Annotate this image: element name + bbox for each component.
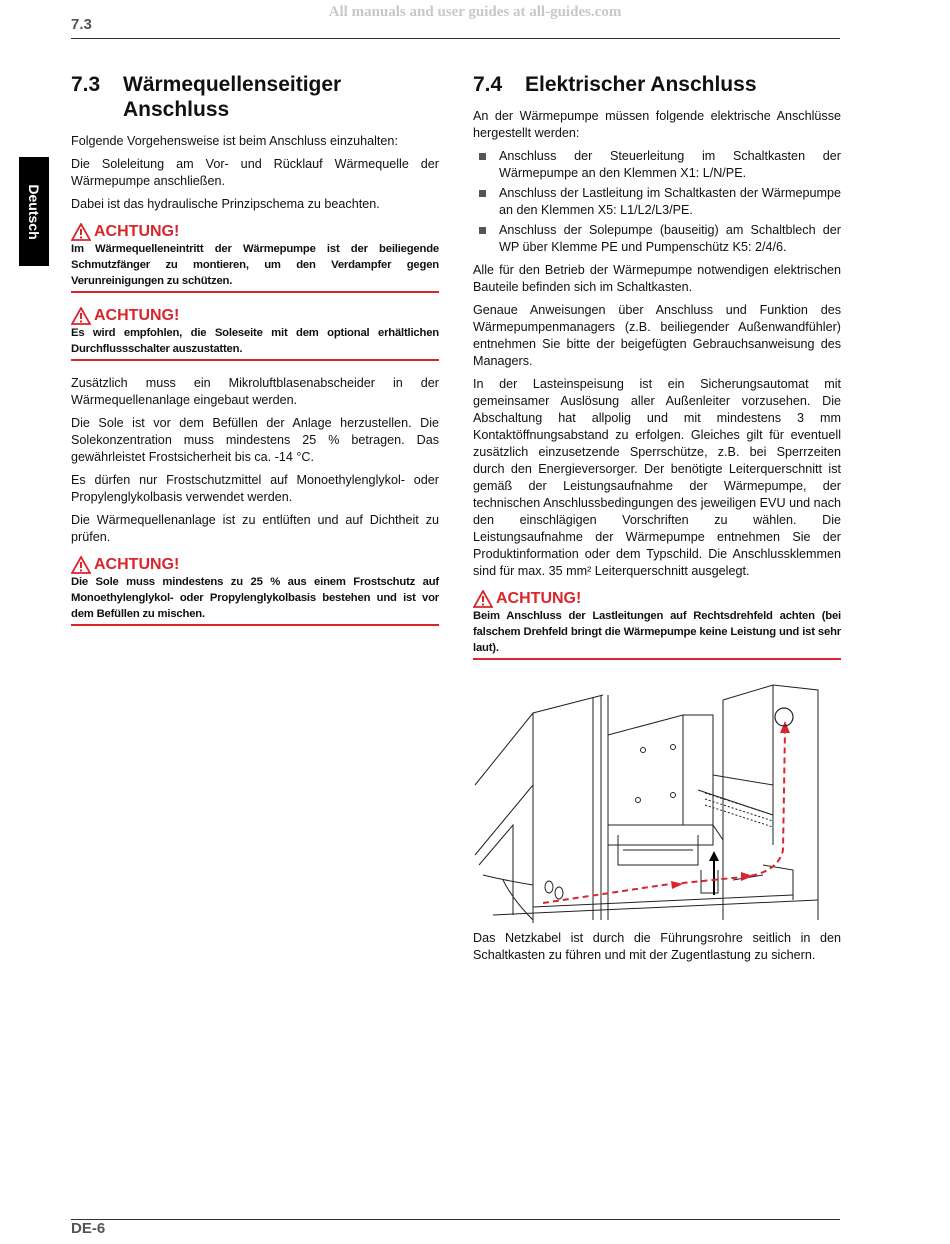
warning-box	[473, 590, 841, 660]
warning-box	[71, 223, 439, 293]
paragraph: Dabei ist das hydraulische Prinzipschema zu beachten.	[71, 197, 380, 211]
header-section-number: 7.3	[71, 16, 92, 33]
warning-triangle-icon	[71, 307, 91, 325]
watermark: All manuals and user guides at all-guides.com	[328, 4, 622, 20]
warning-text: Beim Anschluss der Lastleitungen auf Rechtsdrehfeld achten (bei falschem Drehfeld bringt die Wärmepumpe keine Leistung und ist sehr laut).	[473, 610, 841, 654]
warning-triangle-icon	[473, 590, 493, 608]
warning-title: ACHTUNG!	[473, 590, 841, 608]
warning-box	[71, 307, 439, 361]
warning-text: Es wird empfohlen, die Soleseite mit dem optional erhältlichen Durchflussschalter auszustatten.	[71, 327, 439, 355]
section-heading-7-3	[71, 72, 439, 122]
heading-text: Wärmequellenseitiger Anschluss	[123, 73, 342, 121]
warning-text: Die Sole muss mindestens zu 25 % aus einem Frostschutz auf Monoethylenglykol- oder Propylenglykolbasis bestehen und ist vor dem Befüllen zu mischen.	[71, 576, 439, 620]
paragraph: Die Wärmequellenanlage ist zu entlüften und auf Dichtheit zu prüfen.	[71, 513, 439, 544]
square-bullet-icon	[479, 227, 486, 234]
warning-text: Im Wärmequelleneintritt der Wärmepumpe ist der beiliegende Schmutzfänger zu montieren, um den Verdampfer gegen Verunreinigungen zu schützen.	[71, 243, 439, 287]
figure-caption: Das Netzkabel ist durch die Führungsrohre seitlich in den Schaltkasten zu führen und mit der Zugentlastung zu sichern.	[473, 931, 841, 962]
paragraph: Genaue Anweisungen über Anschluss und Funktion des Wärmepumpenmanagers (z.B. beiliegender Außenwandfühler) entnehmen Sie bitte der beigefügten Gebrauchsanweisung des Managers.	[473, 303, 841, 368]
warning-triangle-icon	[71, 556, 91, 574]
paragraph: Die Sole ist vor dem Befüllen der Anlage herzustellen. Die Solekonzentration muss mindestens 25 % betragen. Das gewährleistet Frostsicherheit bis ca. -14 °C.	[71, 416, 439, 464]
left-column	[71, 72, 439, 640]
warning-title: ACHTUNG!	[71, 223, 439, 241]
list-item: Anschluss der Solepumpe (bauseitig) am Schaltblech der WP über Klemme PE und Pumpenschütz K5: 2/4/6.	[473, 222, 841, 256]
right-column	[473, 72, 841, 674]
square-bullet-icon	[479, 190, 486, 197]
section-heading-7-4	[473, 72, 841, 97]
paragraph: An der Wärmepumpe müssen folgende elektrische Anschlüsse hergestellt werden:	[473, 109, 841, 140]
header-rule	[71, 38, 840, 39]
warning-title: ACHTUNG!	[71, 307, 439, 325]
warning-triangle-icon	[71, 223, 91, 241]
heading-text: Elektrischer Anschluss	[525, 73, 757, 96]
square-bullet-icon	[479, 153, 486, 160]
connection-list	[473, 148, 841, 256]
paragraph: In der Lasteinspeisung ist ein Sicherungsautomat mit gemeinsamer Auslösung aller Außenleiter vorzusehen. Die Abschaltung hat allpolig und mit mindestens 3 mm Kontaktöffnungsabstand zu erfolgen. Gleiches gilt für eventuell zusätzlich einzusetzende Sperrschütze, z.B. bei Sperrzeiten durch den Energieversorger. Der benötigte Leiterquerschnitt ist gemäß der Leistungsaufnahme der Wärmepumpe, der technischen Anschlussbedingungen des jeweiligen EVU und nach den einschlägigen Vorschriften zu wählen. Die Leistungsaufnahme der Wärmepumpe entnehmen Sie der Produktinformation oder dem Typschild. Die Anschlussklemmen sind für max. 35 mm² Leiterquerschnitt ausgelegt.	[473, 377, 841, 578]
paragraph: Die Soleleitung am Vor- und Rücklauf Wärmequelle der Wärmepumpe anschließen.	[71, 157, 439, 188]
language-tab-label: Deutsch	[26, 183, 42, 240]
warning-box	[71, 556, 439, 626]
paragraph: Folgende Vorgehensweise ist beim Anschluss einzuhalten:	[71, 134, 398, 148]
paragraph: Alle für den Betrieb der Wärmepumpe notwendigen elektrischen Bauteile befinden sich im Schaltkasten.	[473, 263, 841, 294]
warning-title: ACHTUNG!	[71, 556, 439, 574]
paragraph: Es dürfen nur Frostschutzmittel auf Monoethylenglykol- oder Propylenglykolbasis verwendet werden.	[71, 473, 439, 504]
footer-rule	[71, 1219, 840, 1220]
cable-routing-illustration	[473, 675, 842, 925]
language-tab	[19, 157, 49, 266]
heading-number: 7.4	[473, 73, 503, 96]
list-item: Anschluss der Steuerleitung im Schaltkasten der Wärmepumpe an den Klemmen X1: L/N/PE.	[473, 148, 841, 182]
list-item: Anschluss der Lastleitung im Schaltkasten der Wärmepumpe an den Klemmen X5: L1/L2/L3/PE.	[473, 185, 841, 219]
paragraph: Zusätzlich muss ein Mikroluftblasenabscheider in der Wärmequellenanlage eingebaut werden.	[71, 376, 439, 407]
heading-number: 7.3	[71, 73, 101, 96]
page-number: DE-6	[71, 1220, 106, 1237]
